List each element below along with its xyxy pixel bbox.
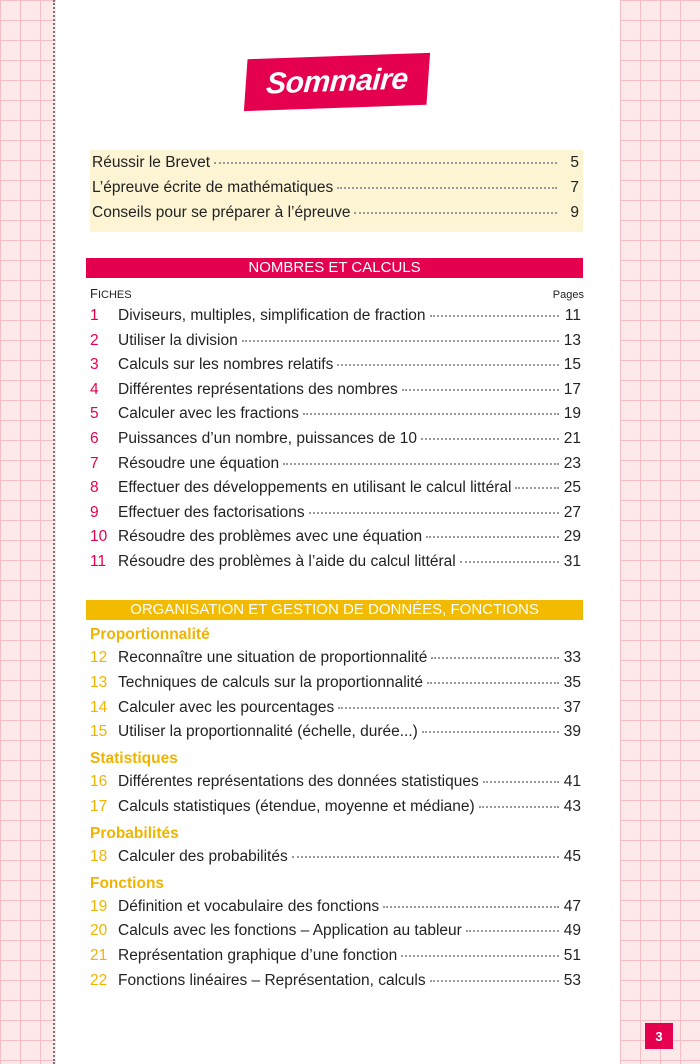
entry-label: Utiliser la division — [118, 331, 238, 349]
section-heading-organisation: ORGANISATION ET GESTION DE DONNÉES, FONCTIONS — [86, 600, 583, 620]
entry-number: 12 — [90, 649, 108, 666]
entry-number: 20 — [90, 922, 108, 940]
entry-page: 51 — [563, 947, 581, 965]
entry-number: 16 — [90, 773, 108, 791]
pages-label: Pages — [552, 289, 584, 301]
toc-entry[interactable] — [90, 479, 585, 504]
entry-label: Utiliser la proportionnalité (échelle, durée...) — [118, 723, 418, 741]
dot-leader — [402, 389, 559, 391]
entry-label: Calculs statistiques (étendue, moyenne et médiane) — [118, 797, 475, 815]
entry-page: 31 — [563, 552, 581, 570]
entry-page: 35 — [563, 673, 581, 691]
entry-page: 49 — [563, 922, 581, 940]
entry-number: 15 — [90, 723, 108, 741]
entry-label: Calculer des probabilités — [118, 847, 288, 865]
dot-leader — [483, 781, 559, 783]
entry-number: 22 — [90, 971, 108, 989]
entry-label: Diviseurs, multiples, simplification de fraction — [118, 307, 426, 324]
toc-entry[interactable] — [90, 723, 585, 748]
entry-label: Effectuer des factorisations — [118, 503, 305, 521]
toc-entry[interactable] — [90, 972, 585, 997]
entry-number: 9 — [90, 503, 99, 521]
entry-page: 11 — [564, 307, 581, 324]
dot-leader — [430, 980, 559, 982]
toc-list-organisation — [90, 624, 585, 997]
entry-page: 41 — [563, 773, 581, 791]
entry-page: 53 — [563, 971, 581, 989]
entry-label: Calculs sur les nombres relatifs — [118, 356, 334, 374]
entry-page: 5 — [570, 154, 579, 171]
dot-leader — [430, 315, 559, 317]
entry-page: 45 — [563, 847, 581, 865]
toc-entry[interactable] — [90, 356, 585, 381]
toc-entry[interactable] — [90, 922, 585, 947]
entry-page: 23 — [563, 454, 581, 472]
dot-leader — [466, 930, 559, 932]
entry-number: 13 — [90, 673, 108, 691]
entry-label: Calculer avec les fractions — [118, 405, 299, 423]
entry-label: Conseils pour se préparer à l’épreuve — [92, 204, 351, 221]
intro-row[interactable] — [90, 179, 583, 204]
toc-entry[interactable] — [90, 504, 585, 529]
entry-page: 15 — [563, 356, 581, 374]
entry-label: Définition et vocabulaire des fonctions — [118, 897, 380, 915]
toc-entry[interactable] — [90, 381, 585, 406]
toc-list-nombres — [90, 307, 585, 578]
dot-leader — [292, 856, 559, 858]
section-heading-nombres: NOMBRES ET CALCULS — [86, 258, 583, 278]
entry-number: 8 — [90, 479, 99, 497]
toc-entry[interactable] — [90, 553, 585, 578]
entry-number: 11 — [90, 552, 107, 570]
entry-number: 18 — [90, 847, 108, 865]
intro-row[interactable] — [90, 204, 583, 229]
toc-entry[interactable] — [90, 947, 585, 972]
entry-page: 37 — [563, 698, 581, 716]
entry-number: 6 — [90, 429, 99, 447]
entry-page: 39 — [563, 723, 581, 741]
dot-leader — [354, 212, 557, 214]
binder-dotted-line — [53, 0, 55, 1064]
entry-number: 5 — [90, 405, 99, 423]
entry-label: Puissances d’un nombre, puissances de 10 — [118, 429, 417, 447]
entry-label: Effectuer des développements en utilisant le calcul littéral — [118, 479, 512, 497]
dot-leader — [214, 162, 557, 164]
entry-number: 3 — [90, 356, 99, 374]
dot-leader — [515, 487, 559, 489]
entry-number: 21 — [90, 947, 108, 965]
subsection-title-fonctions: Fonctions — [90, 874, 165, 892]
column-headers — [90, 286, 584, 301]
entry-number: 14 — [90, 698, 108, 716]
intro-row[interactable] — [90, 154, 583, 179]
dot-leader — [337, 364, 559, 366]
page-number-badge: 3 — [645, 1023, 673, 1049]
dot-leader — [427, 682, 559, 684]
entry-page: 47 — [563, 897, 581, 915]
subsection-title-proportionnalite: Proportionnalité — [90, 626, 210, 643]
entry-number: 1 — [90, 307, 99, 324]
toc-entry[interactable] — [90, 307, 585, 332]
dot-leader — [338, 707, 559, 709]
entry-number: 17 — [90, 797, 108, 815]
dot-leader — [242, 340, 559, 342]
entry-page: 25 — [563, 479, 581, 497]
dot-leader — [337, 187, 557, 189]
toc-entry[interactable] — [90, 405, 585, 430]
entry-page: 33 — [563, 649, 581, 666]
dot-leader — [421, 438, 559, 440]
entry-label: Résoudre une équation — [118, 454, 280, 472]
subsection-title-statistiques: Statistiques — [90, 750, 178, 768]
fiches-rest: ICHES — [97, 289, 132, 301]
toc-entry[interactable] — [90, 455, 585, 480]
subsection-title-probabilites: Probabilités — [90, 824, 179, 842]
dot-leader — [431, 657, 559, 659]
toc-entry[interactable] — [90, 798, 585, 823]
dot-leader — [303, 413, 559, 415]
entry-label: Différentes représentations des nombres — [118, 380, 398, 398]
entry-page: 13 — [563, 331, 581, 349]
entry-page: 29 — [563, 528, 581, 546]
entry-number: 4 — [90, 380, 99, 398]
intro-box — [90, 150, 583, 232]
entry-page: 17 — [563, 380, 581, 398]
entry-number: 7 — [90, 454, 99, 472]
toc-entry[interactable] — [90, 898, 585, 923]
entry-page: 7 — [570, 179, 579, 196]
entry-page: 43 — [563, 797, 581, 815]
entry-label: Calculer avec les pourcentages — [118, 698, 335, 716]
toc-entry[interactable] — [90, 848, 585, 873]
entry-page: 21 — [563, 429, 581, 447]
entry-label: Techniques de calculs sur la proportionnalité — [118, 673, 424, 691]
entry-label: Représentation graphique d’une fonction — [118, 947, 398, 965]
toc-entry[interactable] — [90, 649, 585, 674]
entry-page: 27 — [563, 503, 581, 521]
toc-entry[interactable] — [90, 674, 585, 699]
dot-leader — [309, 512, 559, 514]
entry-label: Reconnaître une situation de proportionnalité — [118, 649, 428, 666]
entry-page: 9 — [570, 204, 579, 221]
entry-label: L’épreuve écrite de mathématiques — [92, 179, 334, 196]
dot-leader — [426, 536, 559, 538]
dot-leader — [422, 731, 559, 733]
entry-label: Différentes représentations des données statistiques — [118, 773, 479, 791]
dot-leader — [283, 463, 559, 465]
toc-entry[interactable] — [90, 699, 585, 724]
entry-label: Résoudre des problèmes avec une équation — [118, 528, 423, 546]
dot-leader — [401, 955, 559, 957]
fiches-initial: F — [90, 286, 98, 301]
entry-number: 10 — [90, 528, 108, 546]
dot-leader — [460, 561, 559, 563]
fiches-label — [90, 286, 132, 301]
toc-entry[interactable] — [90, 332, 585, 357]
title-banner — [244, 53, 430, 111]
page-title: Sommaire — [265, 62, 409, 101]
toc-entry[interactable] — [90, 528, 585, 553]
toc-entry[interactable] — [90, 773, 585, 798]
entry-number: 19 — [90, 897, 108, 915]
entry-label: Fonctions linéaires – Représentation, calculs — [118, 971, 426, 989]
entry-number: 2 — [90, 331, 99, 349]
dot-leader — [479, 806, 559, 808]
toc-entry[interactable] — [90, 430, 585, 455]
entry-label: Calculs avec les fonctions – Application au tableur — [118, 922, 462, 940]
entry-label: Résoudre des problèmes à l’aide du calcul littéral — [118, 552, 456, 570]
entry-label: Réussir le Brevet — [92, 154, 211, 171]
dot-leader — [383, 906, 559, 908]
entry-page: 19 — [563, 405, 581, 423]
